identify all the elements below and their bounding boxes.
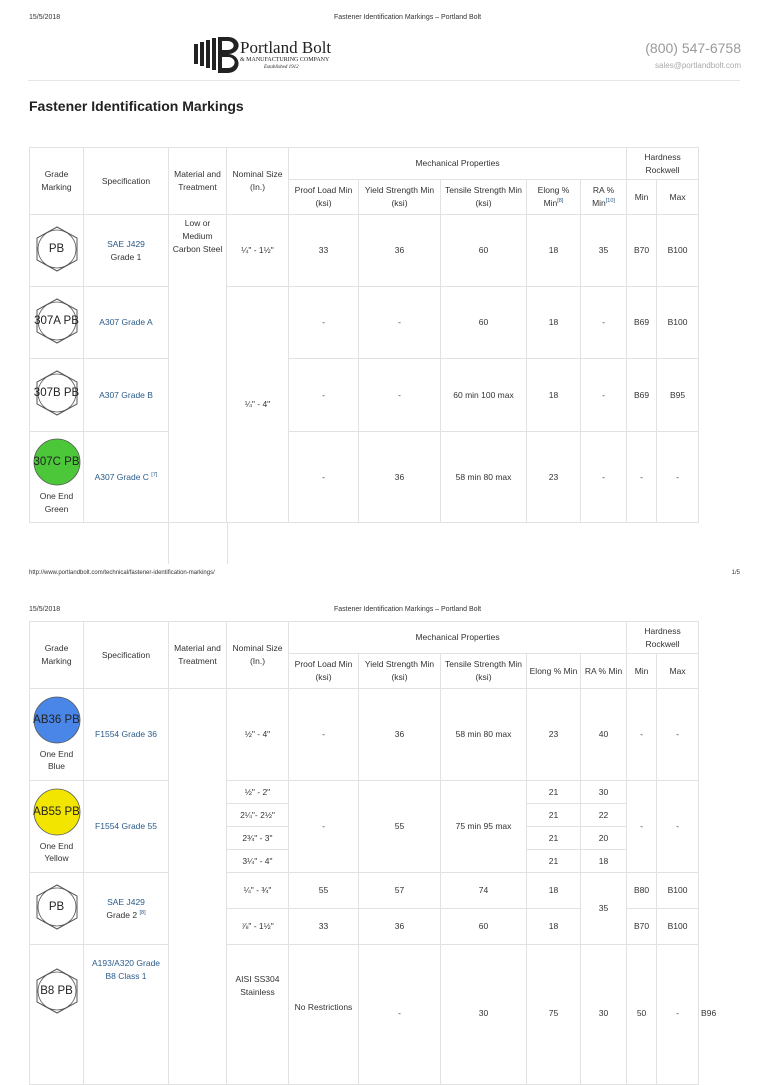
grade-marking-cell bbox=[30, 432, 84, 523]
green-circle-marking bbox=[33, 438, 81, 486]
hex-head-marking bbox=[33, 225, 81, 273]
header-hardness: Hardness Rockwell bbox=[627, 622, 699, 654]
specification-cell bbox=[84, 781, 169, 873]
header-mechanical-properties: Mechanical Properties bbox=[289, 622, 627, 654]
yield-cell: 36 bbox=[359, 215, 441, 287]
specification-cell bbox=[84, 215, 169, 287]
header-reduction-area bbox=[581, 180, 627, 215]
specification-cell bbox=[84, 689, 169, 781]
page-title: Fastener Identification Markings bbox=[29, 98, 244, 114]
hardness-max-cell: - bbox=[657, 781, 699, 873]
ra-cell: 22 bbox=[581, 804, 627, 827]
marking-label: B8 PB bbox=[40, 984, 73, 997]
hardness-min-cell: - bbox=[657, 945, 699, 1085]
logo-name: Portland Bolt bbox=[240, 38, 332, 57]
tensile-cell: 60 bbox=[441, 909, 527, 945]
hardness-min-cell: - bbox=[627, 689, 657, 781]
size-cell: ½" - 4" bbox=[227, 689, 289, 781]
footnote-link[interactable]: [10] bbox=[605, 198, 615, 205]
logo-subtitle: & MANUFACTURING COMPANY bbox=[240, 57, 330, 63]
marking-label: 307C PB bbox=[33, 456, 80, 469]
specification-cell bbox=[84, 432, 169, 523]
hex-head-marking bbox=[33, 297, 81, 345]
header-nominal-size: Nominal Size (In.) bbox=[227, 148, 289, 215]
elong-cell: 21 bbox=[527, 804, 581, 827]
email-link[interactable]: sales@portlandbolt.com bbox=[655, 61, 741, 70]
hardness-max-cell: B100 bbox=[657, 287, 699, 359]
ra-cell: - bbox=[581, 359, 627, 432]
header-tensile-strength: Tensile Strength Min (ksi) bbox=[441, 180, 527, 215]
header-elongation-label: Elong % Min bbox=[537, 185, 570, 208]
proof-cell: 55 bbox=[289, 873, 359, 909]
hex-head-marking bbox=[33, 967, 81, 1015]
elong-cell: 18 bbox=[527, 873, 581, 909]
proof-cell: - bbox=[289, 689, 359, 781]
spec-link[interactable]: A307 Grade C bbox=[94, 471, 149, 482]
marking-caption: One End Yellow bbox=[39, 840, 74, 864]
marking-label: AB36 PB bbox=[33, 713, 80, 726]
grade-marking-cell bbox=[30, 287, 84, 359]
blue-circle-marking bbox=[33, 696, 81, 744]
specification-cell bbox=[84, 945, 169, 1085]
hardness-max-cell: - bbox=[657, 689, 699, 781]
marking-label: AB55 PB bbox=[33, 805, 80, 818]
proof-cell: - bbox=[289, 287, 359, 359]
table-row bbox=[30, 689, 699, 781]
ra-cell: 30 bbox=[581, 781, 627, 804]
hardness-min-cell: - bbox=[627, 432, 657, 523]
spec-link[interactable]: SAE J429 bbox=[107, 896, 145, 907]
tensile-cell: 75 bbox=[527, 945, 581, 1085]
ra-cell: 35 bbox=[581, 215, 627, 287]
spec-grade: Grade 2 bbox=[106, 909, 138, 920]
print-date: 15/5/2018 bbox=[29, 606, 61, 613]
yellow-circle-marking bbox=[33, 788, 81, 836]
spec-link[interactable]: A307 Grade A bbox=[99, 317, 153, 328]
proof-cell: - bbox=[359, 945, 441, 1085]
elong-cell: 21 bbox=[527, 781, 581, 804]
header-hardness: Hardness Rockwell bbox=[627, 148, 699, 180]
spec-link[interactable]: A193/A320 Grade B8 Class 1 bbox=[91, 958, 161, 981]
tensile-cell: 75 min 95 max bbox=[441, 781, 527, 873]
print-doc-title: Fastener Identification Markings – Portland Bolt bbox=[334, 606, 482, 613]
portland-bolt-logo[interactable] bbox=[192, 36, 362, 74]
size-cell: ½" - 2" bbox=[227, 781, 289, 804]
header-hardness-max: Max bbox=[657, 180, 699, 215]
proof-cell: 33 bbox=[289, 909, 359, 945]
header-specification: Specification bbox=[84, 148, 169, 215]
elong-cell: 23 bbox=[527, 432, 581, 523]
table-row bbox=[30, 359, 699, 432]
tensile-cell: 74 bbox=[441, 873, 527, 909]
size-cell: 2¾" - 3" bbox=[227, 827, 289, 850]
size-cell: 2¼"- 2½" bbox=[227, 804, 289, 827]
elong-cell: 18 bbox=[527, 359, 581, 432]
footnote-link[interactable]: [7] bbox=[151, 471, 158, 478]
header-yield-strength: Yield Strength Min (ksi) bbox=[359, 180, 441, 215]
fastener-table-1 bbox=[29, 147, 699, 523]
header-elongation bbox=[527, 180, 581, 215]
specification-cell bbox=[84, 873, 169, 945]
footer-page-number: 1/5 bbox=[731, 570, 740, 576]
material-cell: AISI SS304 Stainless bbox=[227, 945, 289, 1085]
yield-cell: 36 bbox=[359, 909, 441, 945]
hardness-min-cell: - bbox=[627, 781, 657, 873]
ra-cell: - bbox=[581, 432, 627, 523]
yield-cell: 55 bbox=[359, 781, 441, 873]
spec-grade: Grade 1 bbox=[110, 251, 142, 262]
table-row bbox=[30, 287, 699, 359]
marking-label: PB bbox=[48, 242, 65, 255]
header-divider bbox=[28, 80, 740, 81]
grade-marking-cell bbox=[30, 873, 84, 945]
elong-cell: 23 bbox=[527, 689, 581, 781]
grade-marking-cell bbox=[30, 781, 84, 873]
size-cell: ⅞" - 1½" bbox=[227, 909, 289, 945]
table-row bbox=[30, 873, 699, 909]
proof-cell: - bbox=[289, 432, 359, 523]
hardness-max-cell: B100 bbox=[657, 873, 699, 909]
spec-link[interactable]: F1554 Grade 55 bbox=[95, 821, 157, 832]
ra-cell: 40 bbox=[581, 689, 627, 781]
header-ra-label: RA % Min bbox=[592, 185, 615, 208]
ra-cell: 35 bbox=[581, 873, 627, 945]
elong-cell: 30 bbox=[581, 945, 627, 1085]
header-mechanical-properties: Mechanical Properties bbox=[289, 148, 627, 180]
ra-cell: - bbox=[581, 287, 627, 359]
hex-head-marking bbox=[33, 369, 81, 417]
header-hardness-max: Max bbox=[657, 654, 699, 689]
header-material: Material and Treatment bbox=[169, 622, 227, 689]
specification-cell bbox=[84, 287, 169, 359]
tensile-cell: 60 bbox=[441, 287, 527, 359]
hardness-min-cell: B80 bbox=[627, 873, 657, 909]
elong-cell: 21 bbox=[527, 850, 581, 873]
hardness-max-cell: B100 bbox=[657, 909, 699, 945]
tensile-cell: 58 min 80 max bbox=[441, 432, 527, 523]
hardness-min-cell: B69 bbox=[627, 359, 657, 432]
grade-marking-cell bbox=[30, 359, 84, 432]
elong-cell: 18 bbox=[527, 215, 581, 287]
hardness-min-cell: B70 bbox=[627, 909, 657, 945]
header-material: Material and Treatment bbox=[169, 148, 227, 215]
size-cell: No Restrictions bbox=[289, 945, 359, 1085]
tensile-cell: 60 min 100 max bbox=[441, 359, 527, 432]
phone-number[interactable]: (800) 547-6758 bbox=[645, 40, 741, 56]
hardness-max-cell: B100 bbox=[657, 215, 699, 287]
yield-cell: 36 bbox=[359, 689, 441, 781]
tensile-cell: 60 bbox=[441, 215, 527, 287]
material-cell: Low or Medium Carbon Steel bbox=[169, 215, 227, 523]
footnote-link[interactable]: [8] bbox=[139, 909, 146, 916]
size-cell: ¼" - ¾" bbox=[227, 873, 289, 909]
elong-cell: 18 bbox=[527, 287, 581, 359]
header-tensile-strength: Tensile Strength Min (ksi) bbox=[441, 654, 527, 689]
footnote-link[interactable]: [8] bbox=[557, 198, 564, 205]
print-date: 15/5/2018 bbox=[29, 14, 61, 21]
hardness-min-cell: B69 bbox=[627, 287, 657, 359]
elong-cell: 18 bbox=[527, 909, 581, 945]
spec-link[interactable]: F1554 Grade 36 bbox=[95, 729, 157, 740]
table-row bbox=[30, 432, 699, 523]
header-specification: Specification bbox=[84, 622, 169, 689]
tensile-cell: 58 min 80 max bbox=[441, 689, 527, 781]
header-nominal-size: Nominal Size (In.) bbox=[227, 622, 289, 689]
grade-marking-cell bbox=[30, 945, 84, 1085]
spec-link[interactable]: A307 Grade B bbox=[99, 389, 153, 400]
ra-cell: 18 bbox=[581, 850, 627, 873]
header-grade-marking: Grade Marking bbox=[30, 148, 84, 215]
material-cell bbox=[169, 689, 227, 1085]
elong-cell: 21 bbox=[527, 827, 581, 850]
hardness-min-cell: B70 bbox=[627, 215, 657, 287]
table-row bbox=[30, 215, 699, 287]
footer-url[interactable]: http://www.portlandbolt.com/technical/fastener-identification-markings/ bbox=[29, 570, 215, 576]
grade-marking-cell bbox=[30, 689, 84, 781]
spec-link[interactable]: SAE J429 bbox=[107, 238, 145, 249]
yield-cell: 30 bbox=[441, 945, 527, 1085]
yield-cell: 36 bbox=[359, 432, 441, 523]
header-reduction-area: RA % Min bbox=[581, 654, 627, 689]
header-elongation: Elong % Min bbox=[527, 654, 581, 689]
marking-caption: One End Green bbox=[39, 491, 74, 514]
marking-caption: One End Blue bbox=[39, 748, 74, 772]
grade-marking-cell bbox=[30, 215, 84, 287]
size-cell: ¼" - 1½" bbox=[227, 215, 289, 287]
ra-cell: 20 bbox=[581, 827, 627, 850]
hardness-max-cell: B95 bbox=[657, 359, 699, 432]
yield-cell: - bbox=[359, 359, 441, 432]
header-hardness-min: Min bbox=[627, 180, 657, 215]
hardness-max-cell: - bbox=[657, 432, 699, 523]
yield-cell: 57 bbox=[359, 873, 441, 909]
proof-cell: 33 bbox=[289, 215, 359, 287]
logo-established: Established 1912 bbox=[264, 65, 299, 70]
material-column-continuation bbox=[168, 522, 228, 564]
specification-cell bbox=[84, 359, 169, 432]
table-row bbox=[30, 781, 699, 804]
size-cell: ¼" - 4" bbox=[227, 287, 289, 523]
bolt-logo-icon bbox=[192, 36, 240, 74]
print-doc-title: Fastener Identification Markings – Portland Bolt bbox=[334, 14, 482, 21]
marking-label: PB bbox=[48, 900, 65, 913]
header-grade-marking: Grade Marking bbox=[30, 622, 84, 689]
fastener-table-2 bbox=[29, 621, 717, 1085]
marking-label: 307B PB bbox=[33, 387, 80, 400]
size-cell: 3¼" - 4" bbox=[227, 850, 289, 873]
yield-cell: - bbox=[359, 287, 441, 359]
header-proof-load: Proof Load Min (ksi) bbox=[289, 654, 359, 689]
header-yield-strength: Yield Strength Min (ksi) bbox=[359, 654, 441, 689]
proof-cell: - bbox=[289, 781, 359, 873]
table-row: B8 PB A193/A320 Grade B8 Class 1 AISI SS304 Stainless No Restrictions - 30 75 30 50 - B96 bbox=[30, 945, 699, 1085]
proof-cell: - bbox=[289, 359, 359, 432]
header-hardness-min: Min bbox=[627, 654, 657, 689]
ra-cell: 50 bbox=[627, 945, 657, 1085]
header-proof-load: Proof Load Min (ksi) bbox=[289, 180, 359, 215]
hex-head-marking bbox=[33, 883, 81, 931]
marking-label: 307A PB bbox=[34, 314, 79, 327]
